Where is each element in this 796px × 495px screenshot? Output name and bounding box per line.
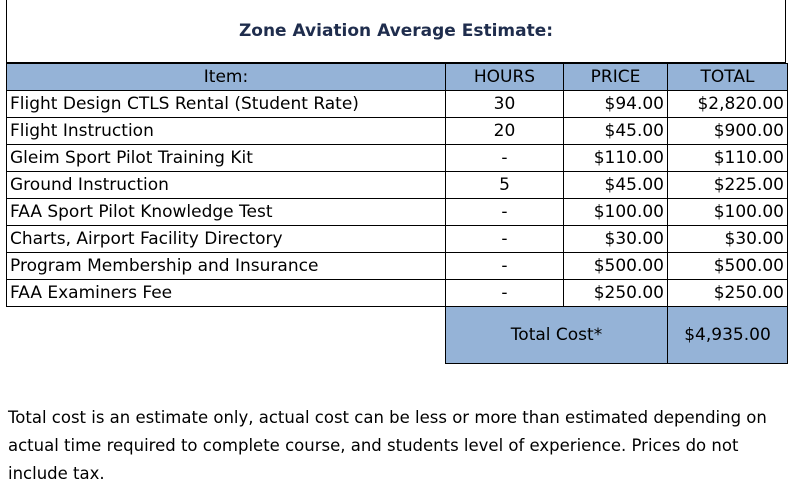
- table-row: [7, 199, 788, 226]
- table-row: [7, 91, 788, 118]
- cell-total: $2,820.00: [668, 91, 788, 118]
- cell-hours: -: [446, 226, 564, 253]
- column-header-price: PRICE: [564, 64, 668, 91]
- estimate-title: Zone Aviation Average Estimate:: [6, 0, 786, 63]
- cell-hours: -: [446, 199, 564, 226]
- total-cost-value: $4,935.00: [668, 307, 788, 364]
- cell-item: Flight Design CTLS Rental (Student Rate): [7, 91, 446, 118]
- cell-total: $900.00: [668, 118, 788, 145]
- cell-price: $45.00: [564, 172, 668, 199]
- cell-hours: -: [446, 280, 564, 307]
- table-row: [7, 226, 788, 253]
- cell-price: $45.00: [564, 118, 668, 145]
- column-header-total: TOTAL: [668, 64, 788, 91]
- cell-item: Flight Instruction: [7, 118, 446, 145]
- estimate-disclaimer: Total cost is an estimate only, actual cost can be less or more than estimated depending on actual time required to complete course, and students level of experience. Prices do not include tax.: [8, 408, 767, 483]
- cell-hours: -: [446, 145, 564, 172]
- column-header-hours: HOURS: [446, 64, 564, 91]
- cell-price: $30.00: [564, 226, 668, 253]
- table-row: [7, 145, 788, 172]
- cell-price: $94.00: [564, 91, 668, 118]
- cell-total: $30.00: [668, 226, 788, 253]
- table-header-row: [7, 64, 788, 91]
- cell-price: $500.00: [564, 253, 668, 280]
- table-row: [7, 280, 788, 307]
- cell-price: $100.00: [564, 199, 668, 226]
- cell-item: Ground Instruction: [7, 172, 446, 199]
- cell-total: $225.00: [668, 172, 788, 199]
- total-cost-label: Total Cost*: [446, 307, 668, 364]
- cell-total: $500.00: [668, 253, 788, 280]
- estimate-table: [6, 63, 788, 364]
- column-header-item: Item:: [7, 64, 446, 91]
- total-cost-row: [7, 307, 788, 364]
- cell-item: Program Membership and Insurance: [7, 253, 446, 280]
- cell-hours: 5: [446, 172, 564, 199]
- cell-total: $100.00: [668, 199, 788, 226]
- cell-hours: 20: [446, 118, 564, 145]
- cell-price: $110.00: [564, 145, 668, 172]
- cell-hours: 30: [446, 91, 564, 118]
- table-row: [7, 118, 788, 145]
- cell-hours: -: [446, 253, 564, 280]
- cell-item: FAA Sport Pilot Knowledge Test: [7, 199, 446, 226]
- cell-item: Charts, Airport Facility Directory: [7, 226, 446, 253]
- cell-item: Gleim Sport Pilot Training Kit: [7, 145, 446, 172]
- table-row: [7, 172, 788, 199]
- total-row-spacer: [7, 307, 446, 364]
- table-row: [7, 253, 788, 280]
- cell-item: FAA Examiners Fee: [7, 280, 446, 307]
- cell-total: $110.00: [668, 145, 788, 172]
- cell-price: $250.00: [564, 280, 668, 307]
- cell-total: $250.00: [668, 280, 788, 307]
